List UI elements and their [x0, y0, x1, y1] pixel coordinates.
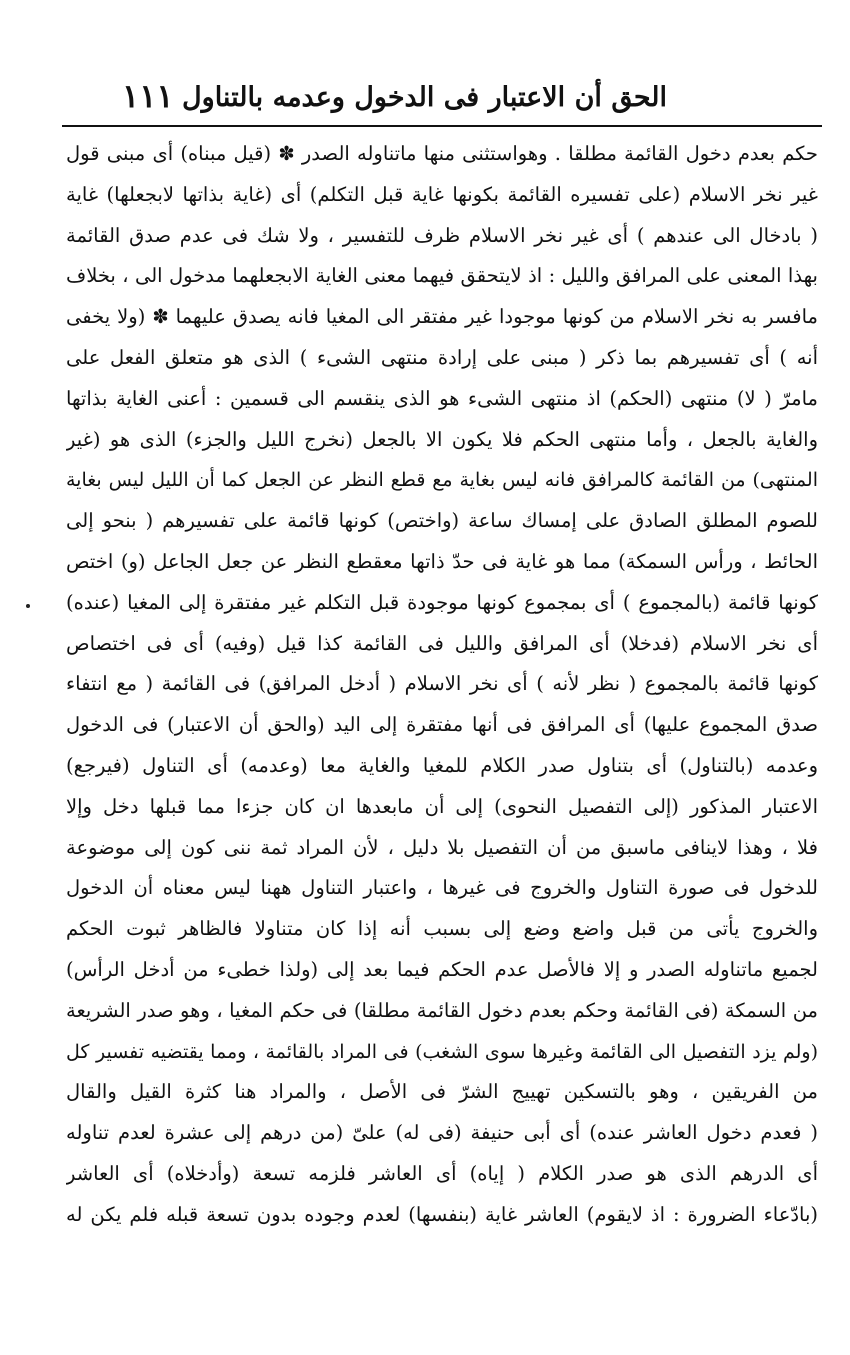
text-line: مافسر به نخر الاسلام من كونها موجودا غير مفتقر الى المغيا فانه يصدق عليهما ✽ (ولا يخفى [66, 305, 818, 329]
text-line: أى الدرهم الذى هو صدر الكلام ( إياه) أى العاشر فلزمه تسعة (وأدخلاه) أى العاشر [66, 1161, 818, 1185]
text-line: من الفريقين ، وهو بالتسكين تهييج الشرّ فى الأصل ، والمراد هنا كثرة القيل والقال [66, 1080, 818, 1104]
text-line: والغاية بالجعل ، وأما منتهى الحكم فلا يكون الا بالجعل (نخرج الليل والجزء) الذى هو (غير [66, 427, 818, 451]
text-line: مامرّ ( لا) منتهى (الحكم) اذ منتهى الشىء هو الذى ينقسم الى قسمين : أعنى الغاية بذاتها [66, 386, 818, 410]
text-line: صدق المجموع عليها) أى المرافق فى أنها مفتقرة إلى اليد (والحق أن الاعتبار) فى الدخول [66, 713, 818, 737]
text-line: بهذا المعنى على المرافق والليل : اذ لايتحقق فيهما معنى الغاية الابجعلهما مدخول الى ، بخلاف [66, 264, 818, 288]
text-line: وعدمه (بالتناول) أى بتناول صدر الكلام للمغيا والغاية معا (وعدمه) أى التناول (فيرجع) [66, 753, 818, 777]
text-line: (ولم يزد التفصيل الى القائمة وغيرها سوى الشغب) فى المراد بالقائمة ، ومما يقتضيه تفسير كل [66, 1040, 818, 1063]
margin-dot [26, 604, 30, 608]
text-line: أنه ) أى تفسيرهم بما ذكر ( مبنى على إرادة منتهى الشىء ) الذى هو متعلق الفعل على [66, 345, 818, 369]
running-title: الحق أن الاعتبار فى الدخول وعدمه بالتناول [182, 82, 667, 113]
text-line: فلا ، وهذا لاينافى ماسبق من أن التفصيل بلا دليل ، لأن المراد ثمة ننى كون إلى موضوعة [66, 835, 818, 859]
header-rule [62, 125, 822, 127]
text-line: الحائط ، ورأس السمكة) مما هو غاية فى حدّ ذاتها معقطع النظر عن جعل الجاعل (و) اختص [66, 549, 818, 573]
text-line: ( بادخال الى عندهم ) أى غير نخر الاسلام ظرف للتفسير ، ولا شك فى عدم صدق القائمة [66, 223, 818, 247]
text-line: كونها قائمة بالمجموع ( نظر لأنه ) أى نخر الاسلام ( أدخل المرافق) فى القائمة ( مع انتفاء [66, 672, 818, 696]
text-line: غير نخر الاسلام (على تفسيره القائمة بكونها غاية قبل التكلم) أى (غاية بذاتها لابجعلها) غاية [66, 182, 818, 206]
text-line: حكم بعدم دخول القائمة مطلقا . وهواستثنى منها ماتناوله الصدر ✽ (قيل مبناه) أى مبنى قول [66, 142, 818, 165]
text-line: ( فعدم دخول العاشر عنده) أى أبى حنيفة (فى له) علىّ (من درهم إلى عشرة لعدم تناوله [66, 1121, 818, 1145]
text-line: من السمكة (فى القائمة وحكم بعدم دخول القائمة مطلقا) فى حكم المغيا ، وهو صدر الشريعة [66, 998, 818, 1022]
text-line: كونها قائمة (بالمجموع ) أى بمجموع كونها موجودة قبل التكلم غير مفتقرة إلى المغيا (عنده) [66, 590, 818, 614]
text-line: الاعتبار المذكور (إلى التفصيل النحوى) إلى أن مابعدها ان كان جزءا مما قبلها دخل وإلا [66, 794, 818, 818]
text-line: (بادّعاء الضرورة : اذ لايقوم) العاشر غاية (بنفسها) لعدم وجوده بدون تسعة قبله فلم يكن له [66, 1202, 818, 1226]
text-line: المنتهى) من القائمة كالمرافق فانه ليس بغاية مع قطع النظر عن الجعل كما أن الليل ليس بغاية [66, 469, 818, 492]
text-line: للدخول فى صورة التناول والخروج فى غيرها ، واعتبار التناول ههنا ليس معناه أن الدخول [66, 876, 818, 900]
text-line: والخروج يأتى من قبل واضع وضع إلى بسبب أنه إذا كان متناولا فالظاهر ثبوت الحكم [66, 917, 818, 941]
text-line: لجميع ماتناوله الصدر و إلا فالأصل عدم الحكم فيما بعد إلى (ولذا خطىء من أدخل الرأس) [66, 957, 818, 981]
text-line: للصوم المطلق الصادق على إمساك ساعة (واختص) كونها قائمة على تفسيرهم ( بنحو إلى [66, 509, 818, 533]
body-text [66, 134, 818, 1236]
page-header [62, 72, 822, 122]
page-number: ١١١ [122, 77, 174, 115]
text-line: أى نخر الاسلام (فدخلا) أى المرافق والليل فى القائمة كذا قيل (وفيه) أى فى اختصاص [66, 631, 818, 655]
